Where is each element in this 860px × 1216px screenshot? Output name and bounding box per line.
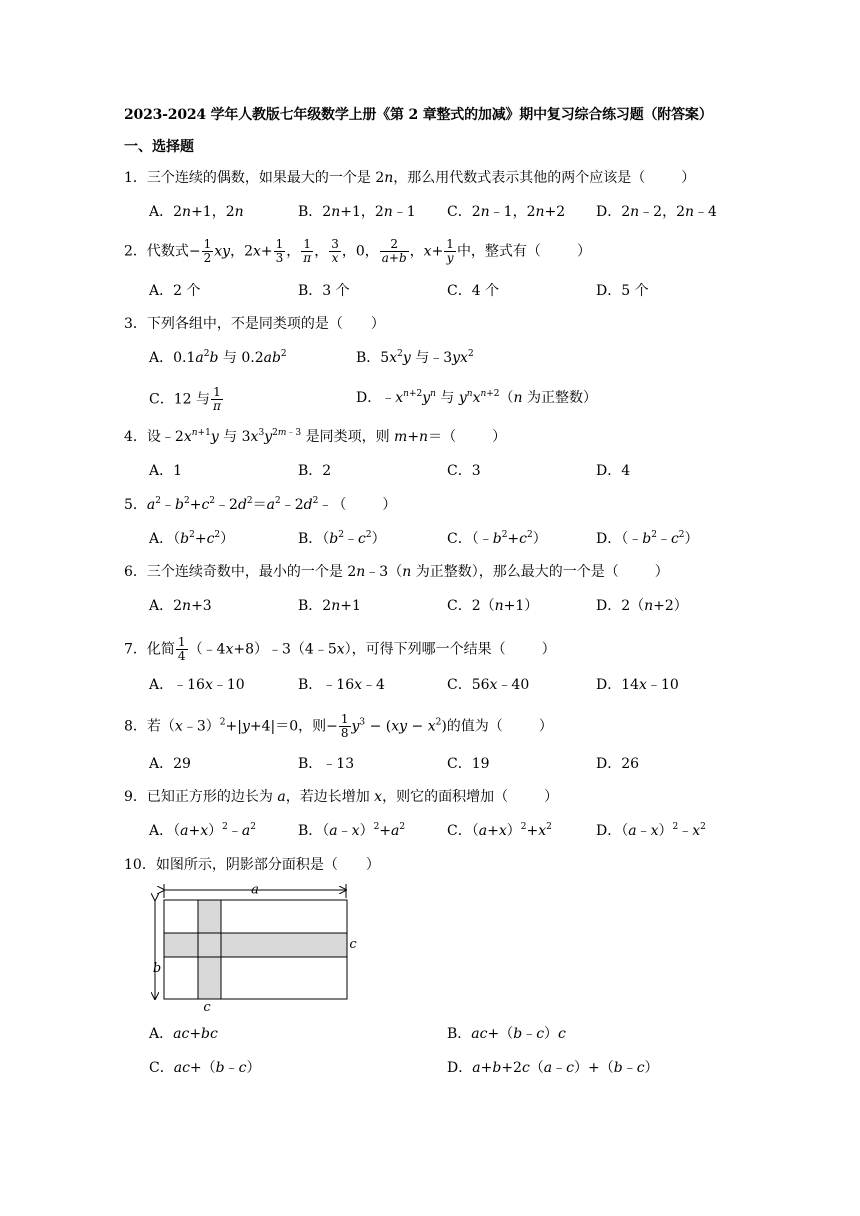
question-5-stem: 5．$a^2﹣b^2+c^2﹣2d^2=a^2﹣2d^2﹣$（ ） — [124, 496, 397, 513]
question-8-option-c: C．19 — [447, 756, 490, 772]
question-10-option-d: D．a+b+2c（a﹣c）+（b﹣c） — [447, 1060, 659, 1076]
question-3-option-c: C．12 与 $\frac{1}{\pi}$ — [149, 385, 221, 413]
question-1-option-d: D．2n﹣2，2n﹣4 — [596, 204, 717, 220]
question-1-option-a: A．2n+1，2n — [149, 204, 244, 220]
question-6-option-d: D．2（n+2） — [596, 598, 688, 614]
question-2-option-c: C．4 个 — [447, 283, 500, 299]
question-6-option-a: A．2n+3 — [149, 598, 212, 614]
question-5-option-d: D．$(﹣b^2﹣c^2)$ — [596, 530, 699, 547]
question-10-option-a: A．ac+bc — [149, 1026, 218, 1042]
question-7-option-d: D．14x﹣10 — [596, 677, 679, 693]
question-7-option-c: C．56x﹣40 — [447, 677, 530, 693]
question-3-option-b: B．$5x^2y$ 与$﹣3yx^2$ — [356, 349, 474, 366]
question-4-option-c: C．3 — [447, 463, 481, 479]
question-1-option-c: C．2n﹣1，2n+2 — [447, 204, 566, 220]
question-9-option-c: C．$(a+x)^2+x^2$ — [447, 822, 552, 839]
question-4-option-b: B．2 — [298, 463, 332, 479]
question-8-stem: 8．若（x﹣3）$^2$+|y+4|＝0，则− $\frac{1}{8}$ $y^3 - (xy - x^2)$的值为（ ） — [124, 712, 553, 740]
question-5-option-c: C．$(﹣b^2+c^2)$ — [447, 530, 547, 547]
question-5-option-b: B．$(b^2﹣c^2)$ — [298, 530, 386, 547]
question-6-option-b: B．2n+1 — [298, 598, 361, 614]
question-3-option-a: A．$0.1a^2b$ 与 $0.2ab^2$ — [149, 349, 287, 366]
label-a: a — [251, 882, 259, 898]
question-4-stem: 4．设$﹣2x^{n+1}y$ 与 $3x^3y^{2m﹣3}$ 是同类项，则 m+n＝（ ） — [124, 428, 507, 445]
question-7-option-b: B．﹣16x﹣4 — [298, 677, 385, 693]
question-5-option-a: A．$(b^2+c^2)$ — [149, 530, 235, 547]
question-2-option-a: A．2 个 — [149, 283, 201, 299]
question-6-stem: 6．三个连续奇数中，最小的一个是 2n﹣3（n 为正整数），那么最大的一个是（ ） — [124, 564, 669, 580]
question-8-option-a: A．29 — [149, 756, 191, 772]
question-8-option-d: D．26 — [596, 756, 640, 772]
question-10-option-c: C．ac+（b﹣c） — [149, 1060, 261, 1076]
horizontal-shaded-strip — [164, 933, 347, 957]
document-title: 2023-2024 学年人教版七年级数学上册《第 2 章整式的加减》期中复习综合练习题（附答案） — [124, 107, 713, 123]
question-7-stem: 7．化简 $\frac{1}{4}$ （﹣4x+8）﹣3（4﹣5x），可得下列哪一个结果（ ） — [124, 635, 556, 663]
question-2-option-b: B．3 个 — [298, 283, 350, 299]
question-1-option-b: B．2n+1，2n﹣1 — [298, 204, 416, 220]
question-6-option-c: C．2（n+1） — [447, 598, 539, 614]
question-7-option-a: A．﹣16x﹣10 — [149, 677, 245, 693]
question-10-stem: 10．如图所示，阴影部分面积是（ ） — [124, 857, 380, 873]
question-9-stem: 9．已知正方形的边长为 a，若边长增加 x，则它的面积增加（ ） — [124, 789, 559, 805]
label-c-right: c — [349, 937, 357, 952]
question-1-stem: 1．三个连续的偶数，如果最大的一个是 2n，那么用代数式表示其他的两个应该是（ ） — [124, 170, 696, 186]
question-8-option-b: B．﹣13 — [298, 756, 355, 772]
question-9-option-b: B．$(a﹣x)^2+a^2$ — [298, 822, 406, 839]
question-10-option-b: B．ac+（b﹣c）c — [447, 1026, 566, 1042]
question-2-option-d: D．5 个 — [596, 283, 649, 299]
section-heading: 一、选择题 — [124, 139, 194, 155]
question-3-stem: 3．下列各组中，不是同类项的是（ ） — [124, 316, 385, 332]
question-2-stem: 2．代数式− $\frac{1}{2}$ xy，2x+ $\frac{1}{3}$ ， $\frac{1}{\pi}$ ， $\frac{3}{x}$ ，0， $\frac{2}{a+b}$ ，x+ $\frac{1}{y}$ 中，整式有（ ） — [124, 237, 591, 265]
question-9-option-d: D．$(a﹣x)^2﹣x^2$ — [596, 822, 706, 839]
question-3-option-d: D．$﹣x^{n+2}y^n$ 与 $y^nx^{n+2}(n$ 为正整数） — [356, 389, 598, 406]
label-b: b — [152, 961, 162, 976]
question-9-option-a: A．$(a+x)^2﹣a^2$ — [149, 822, 256, 839]
question-4-option-d: D．4 — [596, 463, 631, 479]
label-c-bottom: c — [203, 1000, 211, 1015]
shaded-area-figure — [145, 880, 370, 1015]
question-4-option-a: A．1 — [149, 463, 183, 479]
